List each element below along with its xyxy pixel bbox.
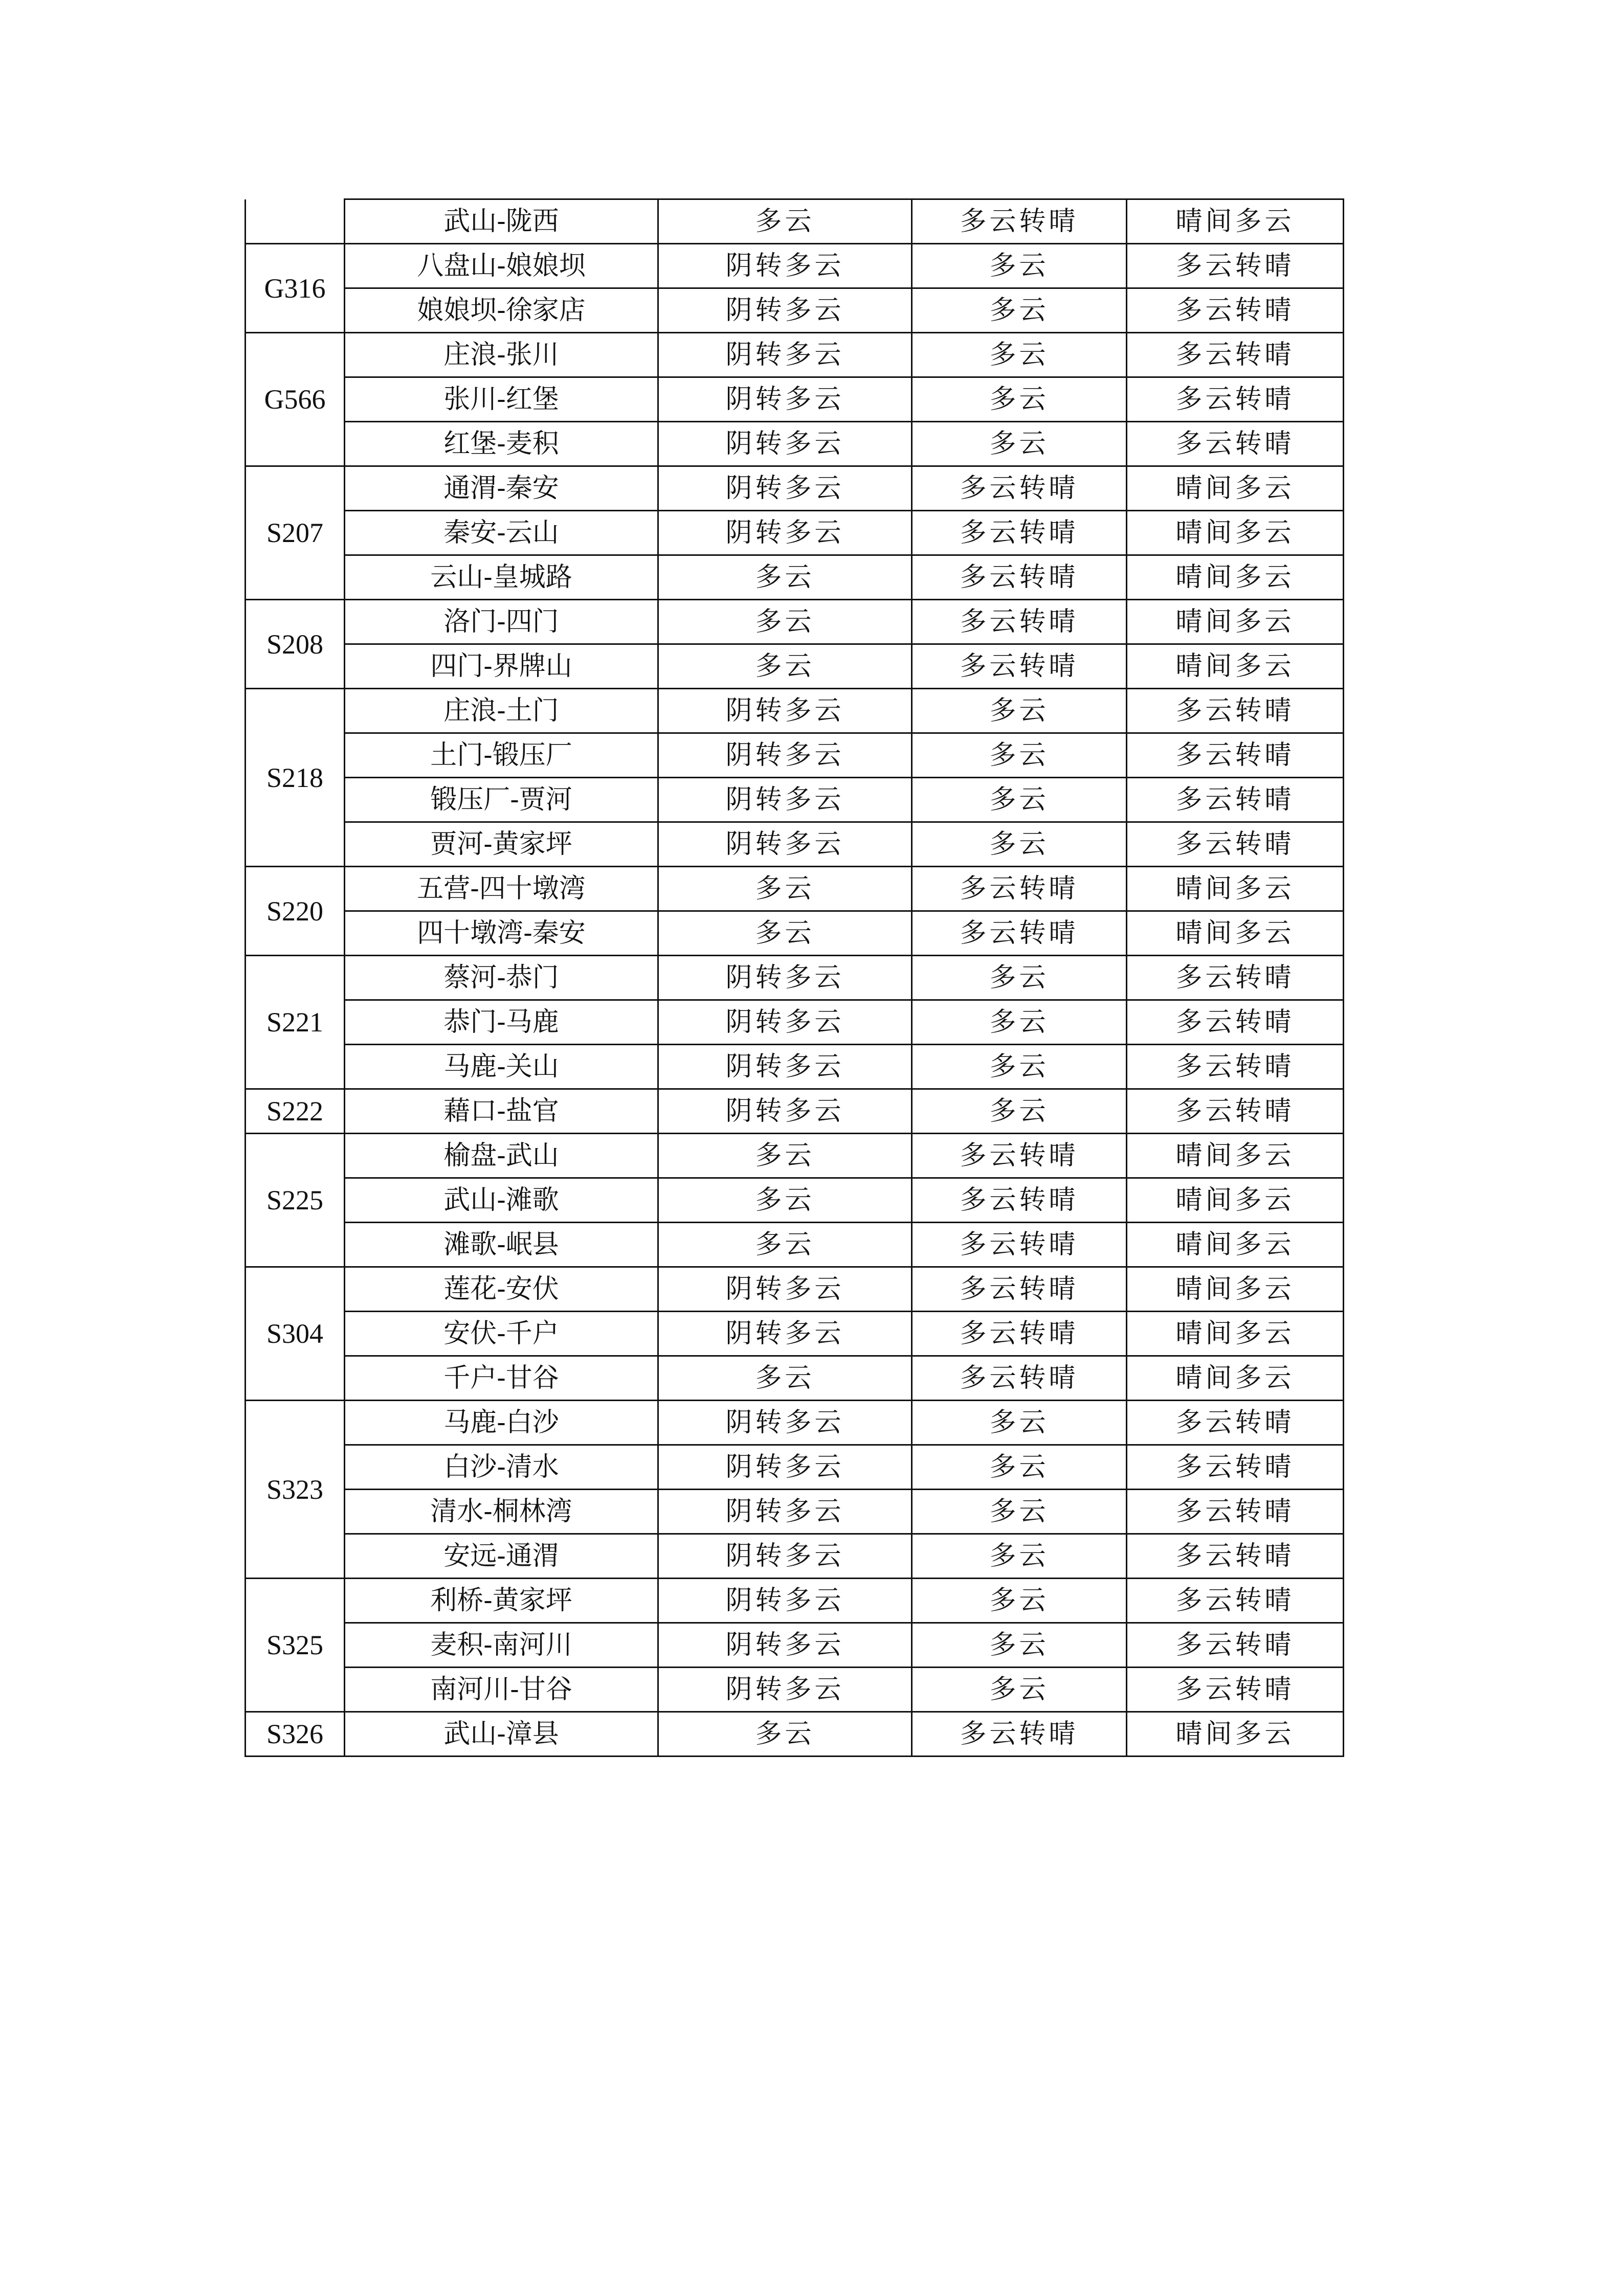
section-name-cell: 武山-滩歌 [345, 1178, 658, 1223]
table-row [246, 1579, 1344, 1623]
table-row [246, 1712, 1344, 1757]
table-row [246, 911, 1344, 956]
section-name-cell: 滩歌-岷县 [345, 1223, 658, 1267]
section-name-cell: 云山-皇城路 [345, 555, 658, 600]
day2-weather-cell: 多云 [912, 288, 1127, 333]
day3-weather-cell: 晴间多云 [1127, 600, 1344, 644]
road-code-cell: S323 [246, 1401, 345, 1579]
day1-weather-cell: 阴转多云 [658, 288, 912, 333]
section-name-cell: 张川-红堡 [345, 377, 658, 422]
day2-weather-cell: 多云 [912, 956, 1127, 1000]
road-code-cell: S326 [246, 1712, 345, 1757]
road-weather-forecast-table [244, 198, 1344, 1757]
road-code-cell: S325 [246, 1579, 345, 1712]
day1-weather-cell: 多云 [658, 911, 912, 956]
day3-weather-cell: 晴间多云 [1127, 1712, 1344, 1757]
day1-weather-cell: 阴转多云 [658, 733, 912, 778]
table-row [246, 1534, 1344, 1579]
day1-weather-cell: 多云 [658, 1356, 912, 1401]
road-code-cell: S220 [246, 867, 345, 956]
day2-weather-cell: 多云 [912, 1445, 1127, 1490]
table-body [246, 199, 1344, 1757]
day2-weather-cell: 多云转晴 [912, 644, 1127, 689]
road-code-cell: S222 [246, 1089, 345, 1134]
day2-weather-cell: 多云 [912, 1534, 1127, 1579]
section-name-cell: 庄浪-土门 [345, 689, 658, 733]
table-row [246, 1045, 1344, 1089]
day3-weather-cell: 多云转晴 [1127, 778, 1344, 822]
day1-weather-cell: 阴转多云 [658, 1534, 912, 1579]
table-row [246, 956, 1344, 1000]
table-row [246, 1312, 1344, 1356]
section-name-cell: 通渭-秦安 [345, 466, 658, 511]
day3-weather-cell: 多云转晴 [1127, 1668, 1344, 1712]
table-row [246, 1134, 1344, 1178]
section-name-cell: 四十墩湾-秦安 [345, 911, 658, 956]
table-row [246, 689, 1344, 733]
section-name-cell: 榆盘-武山 [345, 1134, 658, 1178]
day2-weather-cell: 多云 [912, 778, 1127, 822]
table-row [246, 288, 1344, 333]
day1-weather-cell: 多云 [658, 867, 912, 911]
section-name-cell: 恭门-马鹿 [345, 1000, 658, 1045]
day3-weather-cell: 晴间多云 [1127, 1223, 1344, 1267]
day1-weather-cell: 阴转多云 [658, 1445, 912, 1490]
day2-weather-cell: 多云转晴 [912, 511, 1127, 555]
table-row [246, 466, 1344, 511]
day2-weather-cell: 多云转晴 [912, 199, 1127, 244]
section-name-cell: 武山-陇西 [345, 199, 658, 244]
day1-weather-cell: 阴转多云 [658, 1267, 912, 1312]
day3-weather-cell: 晴间多云 [1127, 1134, 1344, 1178]
day1-weather-cell: 多云 [658, 555, 912, 600]
day2-weather-cell: 多云转晴 [912, 1223, 1127, 1267]
day2-weather-cell: 多云 [912, 1089, 1127, 1134]
day1-weather-cell: 阴转多云 [658, 1089, 912, 1134]
table-row [246, 422, 1344, 466]
day1-weather-cell: 阴转多云 [658, 1000, 912, 1045]
table-row [246, 1000, 1344, 1045]
table-row [246, 199, 1344, 244]
day2-weather-cell: 多云 [912, 822, 1127, 867]
section-name-cell: 马鹿-关山 [345, 1045, 658, 1089]
day1-weather-cell: 阴转多云 [658, 1579, 912, 1623]
road-code-cell: S221 [246, 956, 345, 1089]
day1-weather-cell: 多云 [658, 1178, 912, 1223]
day3-weather-cell: 晴间多云 [1127, 199, 1344, 244]
table-row [246, 1178, 1344, 1223]
day2-weather-cell: 多云 [912, 1623, 1127, 1668]
day2-weather-cell: 多云 [912, 733, 1127, 778]
table-row [246, 555, 1344, 600]
section-name-cell: 千户-甘谷 [345, 1356, 658, 1401]
road-code-cell [246, 199, 345, 244]
day3-weather-cell: 多云转晴 [1127, 1534, 1344, 1579]
day3-weather-cell: 晴间多云 [1127, 867, 1344, 911]
day3-weather-cell: 晴间多云 [1127, 644, 1344, 689]
table-row [246, 1267, 1344, 1312]
road-code-cell: S218 [246, 689, 345, 867]
section-name-cell: 娘娘坝-徐家店 [345, 288, 658, 333]
day3-weather-cell: 多云转晴 [1127, 689, 1344, 733]
section-name-cell: 南河川-甘谷 [345, 1668, 658, 1712]
day2-weather-cell: 多云 [912, 1579, 1127, 1623]
table-row [246, 822, 1344, 867]
day1-weather-cell: 多云 [658, 600, 912, 644]
table-row [246, 1445, 1344, 1490]
section-name-cell: 麦积-南河川 [345, 1623, 658, 1668]
section-name-cell: 武山-漳县 [345, 1712, 658, 1757]
table-row [246, 1623, 1344, 1668]
day1-weather-cell: 多云 [658, 644, 912, 689]
day3-weather-cell: 多云转晴 [1127, 1623, 1344, 1668]
table-row [246, 644, 1344, 689]
day1-weather-cell: 阴转多云 [658, 956, 912, 1000]
table-row [246, 377, 1344, 422]
day2-weather-cell: 多云 [912, 1668, 1127, 1712]
day1-weather-cell: 阴转多云 [658, 422, 912, 466]
day3-weather-cell: 多云转晴 [1127, 288, 1344, 333]
day2-weather-cell: 多云 [912, 377, 1127, 422]
table-row [246, 733, 1344, 778]
table-row [246, 778, 1344, 822]
day2-weather-cell: 多云 [912, 1490, 1127, 1534]
day1-weather-cell: 阴转多云 [658, 1623, 912, 1668]
day1-weather-cell: 阴转多云 [658, 244, 912, 288]
day2-weather-cell: 多云 [912, 1000, 1127, 1045]
day2-weather-cell: 多云转晴 [912, 1267, 1127, 1312]
table-row [246, 511, 1344, 555]
day1-weather-cell: 多云 [658, 1712, 912, 1757]
road-code-cell: S304 [246, 1267, 345, 1401]
table-row [246, 1668, 1344, 1712]
table-row [246, 1401, 1344, 1445]
day1-weather-cell: 阴转多云 [658, 1045, 912, 1089]
day1-weather-cell: 多云 [658, 1134, 912, 1178]
day1-weather-cell: 阴转多云 [658, 1668, 912, 1712]
day3-weather-cell: 晴间多云 [1127, 1178, 1344, 1223]
section-name-cell: 秦安-云山 [345, 511, 658, 555]
day2-weather-cell: 多云转晴 [912, 911, 1127, 956]
section-name-cell: 清水-桐林湾 [345, 1490, 658, 1534]
day3-weather-cell: 多云转晴 [1127, 422, 1344, 466]
day1-weather-cell: 阴转多云 [658, 377, 912, 422]
section-name-cell: 八盘山-娘娘坝 [345, 244, 658, 288]
day2-weather-cell: 多云转晴 [912, 555, 1127, 600]
day1-weather-cell: 阴转多云 [658, 511, 912, 555]
day3-weather-cell: 晴间多云 [1127, 511, 1344, 555]
day2-weather-cell: 多云转晴 [912, 1712, 1127, 1757]
road-code-cell: S207 [246, 466, 345, 600]
section-name-cell: 洛门-四门 [345, 600, 658, 644]
section-name-cell: 五营-四十墩湾 [345, 867, 658, 911]
section-name-cell: 莲花-安伏 [345, 1267, 658, 1312]
section-name-cell: 红堡-麦积 [345, 422, 658, 466]
day3-weather-cell: 多云转晴 [1127, 1579, 1344, 1623]
day2-weather-cell: 多云转晴 [912, 466, 1127, 511]
day3-weather-cell: 多云转晴 [1127, 244, 1344, 288]
day3-weather-cell: 多云转晴 [1127, 1490, 1344, 1534]
section-name-cell: 利桥-黄家坪 [345, 1579, 658, 1623]
day1-weather-cell: 多云 [658, 1223, 912, 1267]
section-name-cell: 安远-通渭 [345, 1534, 658, 1579]
day3-weather-cell: 多云转晴 [1127, 377, 1344, 422]
day3-weather-cell: 多云转晴 [1127, 733, 1344, 778]
day1-weather-cell: 阴转多云 [658, 778, 912, 822]
day1-weather-cell: 阴转多云 [658, 1401, 912, 1445]
section-name-cell: 藉口-盐官 [345, 1089, 658, 1134]
section-name-cell: 安伏-千户 [345, 1312, 658, 1356]
day2-weather-cell: 多云转晴 [912, 867, 1127, 911]
section-name-cell: 贾河-黄家坪 [345, 822, 658, 867]
day1-weather-cell: 阴转多云 [658, 466, 912, 511]
day3-weather-cell: 多云转晴 [1127, 1000, 1344, 1045]
section-name-cell: 庄浪-张川 [345, 333, 658, 377]
day2-weather-cell: 多云 [912, 244, 1127, 288]
day3-weather-cell: 多云转晴 [1127, 956, 1344, 1000]
section-name-cell: 马鹿-白沙 [345, 1401, 658, 1445]
road-code-cell: G316 [246, 244, 345, 333]
table-row [246, 600, 1344, 644]
day3-weather-cell: 多云转晴 [1127, 822, 1344, 867]
day3-weather-cell: 多云转晴 [1127, 333, 1344, 377]
day3-weather-cell: 多云转晴 [1127, 1445, 1344, 1490]
day3-weather-cell: 晴间多云 [1127, 911, 1344, 956]
day3-weather-cell: 多云转晴 [1127, 1401, 1344, 1445]
day1-weather-cell: 阴转多云 [658, 1490, 912, 1534]
day2-weather-cell: 多云转晴 [912, 1312, 1127, 1356]
day3-weather-cell: 晴间多云 [1127, 1312, 1344, 1356]
day2-weather-cell: 多云 [912, 689, 1127, 733]
section-name-cell: 土门-锻压厂 [345, 733, 658, 778]
day1-weather-cell: 阴转多云 [658, 333, 912, 377]
day2-weather-cell: 多云转晴 [912, 1134, 1127, 1178]
table-row [246, 867, 1344, 911]
day1-weather-cell: 多云 [658, 199, 912, 244]
day1-weather-cell: 阴转多云 [658, 822, 912, 867]
table-row [246, 333, 1344, 377]
section-name-cell: 白沙-清水 [345, 1445, 658, 1490]
day1-weather-cell: 阴转多云 [658, 1312, 912, 1356]
road-code-cell: S225 [246, 1134, 345, 1267]
day3-weather-cell: 晴间多云 [1127, 1356, 1344, 1401]
section-name-cell: 蔡河-恭门 [345, 956, 658, 1000]
day2-weather-cell: 多云 [912, 1401, 1127, 1445]
day2-weather-cell: 多云转晴 [912, 600, 1127, 644]
day2-weather-cell: 多云 [912, 1045, 1127, 1089]
table-row [246, 1089, 1344, 1134]
table-row [246, 1356, 1344, 1401]
day2-weather-cell: 多云转晴 [912, 1356, 1127, 1401]
table-row [246, 244, 1344, 288]
table-row [246, 1490, 1344, 1534]
day3-weather-cell: 晴间多云 [1127, 466, 1344, 511]
road-code-cell: S208 [246, 600, 345, 689]
day3-weather-cell: 多云转晴 [1127, 1089, 1344, 1134]
day2-weather-cell: 多云转晴 [912, 1178, 1127, 1223]
table-row [246, 1223, 1344, 1267]
day3-weather-cell: 晴间多云 [1127, 1267, 1344, 1312]
day1-weather-cell: 阴转多云 [658, 689, 912, 733]
day3-weather-cell: 多云转晴 [1127, 1045, 1344, 1089]
day2-weather-cell: 多云 [912, 333, 1127, 377]
day3-weather-cell: 晴间多云 [1127, 555, 1344, 600]
section-name-cell: 锻压厂-贾河 [345, 778, 658, 822]
day2-weather-cell: 多云 [912, 422, 1127, 466]
section-name-cell: 四门-界牌山 [345, 644, 658, 689]
road-code-cell: G566 [246, 333, 345, 466]
